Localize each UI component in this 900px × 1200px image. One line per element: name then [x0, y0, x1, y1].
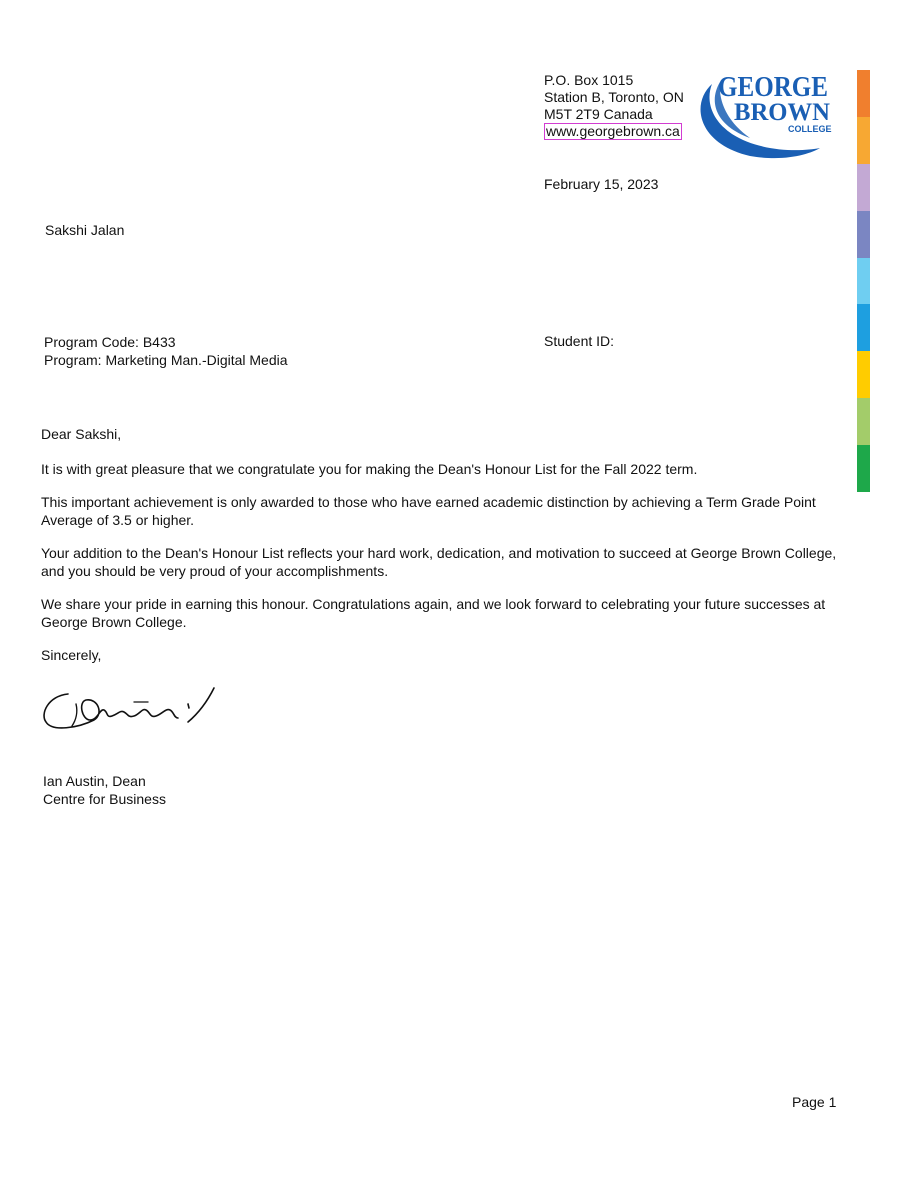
signature	[38, 680, 218, 738]
color-stripe-segment	[857, 351, 870, 398]
svg-text:GEORGE: GEORGE	[718, 71, 828, 103]
salutation: Dear Sakshi,	[41, 426, 122, 442]
color-stripe-segment	[857, 164, 870, 211]
program-code: Program Code: B433	[44, 334, 176, 350]
address-line: Station B, Toronto, ON	[544, 89, 684, 105]
svg-text:COLLEGE: COLLEGE	[788, 124, 832, 134]
svg-text:BROWN: BROWN	[734, 99, 830, 126]
letter-date: February 15, 2023	[544, 176, 659, 192]
color-stripe-segment	[857, 398, 870, 445]
program-name: Program: Marketing Man.-Digital Media	[44, 352, 288, 368]
paragraph: This important achievement is only awarded to those who have earned academic distinction by achieving a Term Grade Point Average of 3.5 or higher.	[41, 494, 816, 528]
signer-name: Ian Austin, Dean	[43, 773, 146, 789]
color-stripe-segment	[857, 70, 870, 117]
signer-block	[43, 772, 166, 808]
color-stripe-segment	[857, 445, 870, 492]
paragraph: Your addition to the Dean's Honour List reflects your hard work, dedication, and motivation to succeed at George Brown College, and you should be very proud of your accomplishments.	[41, 545, 837, 579]
signer-department: Centre for Business	[43, 791, 166, 807]
college-logo	[690, 64, 840, 160]
program-info	[44, 333, 288, 369]
paragraph: It is with great pleasure that we congratulate you for making the Dean's Honour List for the Fall 2022 term.	[41, 460, 698, 477]
address-line: P.O. Box 1015	[544, 72, 634, 88]
color-stripe-segment	[857, 304, 870, 351]
page-number: Page 1	[792, 1094, 837, 1110]
address-line: M5T 2T9 Canada	[544, 106, 653, 122]
letterhead-address	[544, 72, 684, 140]
recipient-name: Sakshi Jalan	[45, 222, 125, 238]
letter-body	[41, 426, 841, 681]
closing: Sincerely,	[41, 647, 102, 663]
paragraph: We share your pride in earning this honour. Congratulations again, and we look forward to celebrating your future successes at George Brown College.	[41, 596, 826, 630]
color-stripe-segment	[857, 258, 870, 305]
color-stripe	[857, 70, 870, 492]
color-stripe-segment	[857, 211, 870, 258]
color-stripe-segment	[857, 117, 870, 164]
student-id: Student ID:	[544, 333, 615, 349]
website-link[interactable]: www.georgebrown.ca	[546, 123, 680, 139]
